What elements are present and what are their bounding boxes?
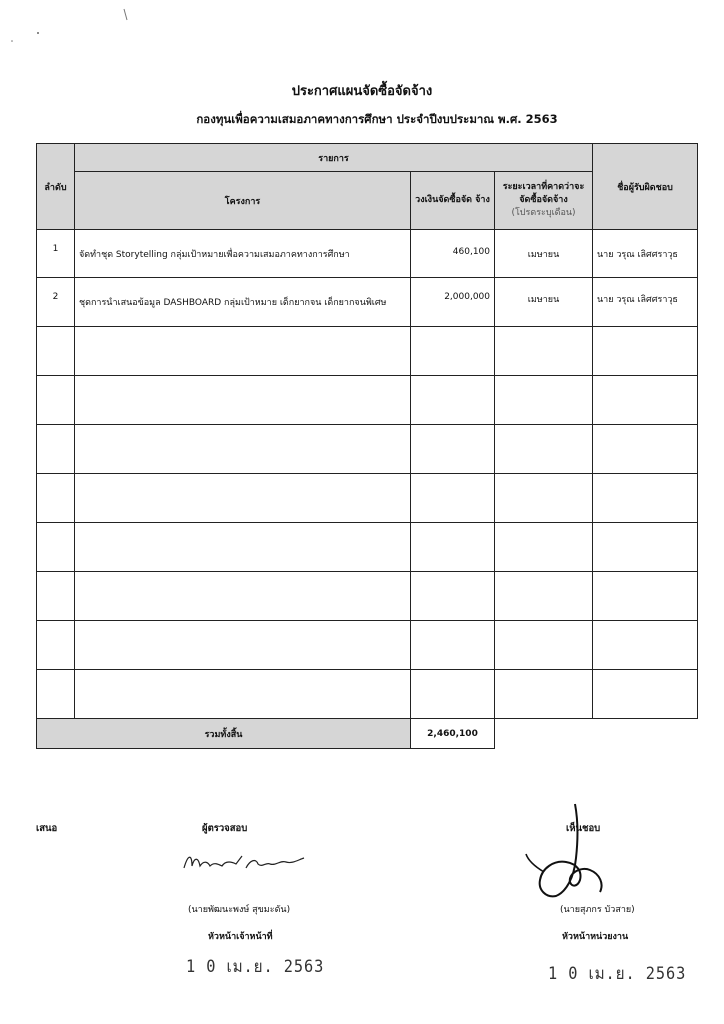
table-row [37,278,698,327]
row-responsible: นาย วรุณ เลิศศราวุธ [593,278,698,327]
row-budget: 460,100 [411,230,495,278]
row-responsible: นาย วรุณ เลิศศราวุธ [593,230,698,278]
page-subtitle: กองทุนเพื่อความเสมอภาคทางการศึกษา ประจำปีงบประมาณ พ.ศ. 2563 [196,112,558,126]
reviewer-label: ผู้ตรวจสอบ [202,823,248,834]
left-signer-name: (นายพัฒนะพงษ์ สุขมะดัน) [188,905,291,915]
table-row [37,230,698,278]
header-budget: วงเงินจัดซื้อจัด จ้าง [411,172,495,230]
right-signer-name: (นายสุภกร บัวสาย) [560,905,635,915]
empty-row [37,572,698,621]
left-date-stamp: 1 0 เม.ย. 2563 [186,957,325,977]
header-seq: ลำดับ [37,144,75,230]
total-label: รวมทั้งสิ้น [37,719,411,749]
total-row [37,719,698,749]
row-project: ชุดการนำเสนอข้อมูล DASHBOARD กลุ่มเป้าหมาย เด็กยากจน เด็กยากจนพิเศษ [75,278,411,327]
empty-row [37,670,698,719]
row-period: เมษายน [495,278,593,327]
header-project: โครงการ [75,172,411,230]
procurement-table [36,143,698,749]
empty-row [37,523,698,572]
header-period [495,172,593,230]
header-period-label: ระยะเวลาที่คาดว่าจะ จัดซื้อจัดจ้าง [502,182,585,205]
row-seq: 1 [37,230,75,278]
header-items: รายการ [75,144,593,172]
empty-row [37,327,698,376]
empty-row [37,425,698,474]
row-project: จัดทำชุด Storytelling กลุ่มเป้าหมายเพื่อความเสมอภาคทางการศึกษา [75,230,411,278]
empty-row [37,621,698,670]
right-signature [520,800,620,905]
right-date-stamp: 1 0 เม.ย. 2563 [548,964,687,984]
header-period-note: (โปรดระบุเดือน) [511,208,576,218]
header-responsible: ชื่อผู้รับผิดชอบ [593,144,698,230]
empty-row [37,376,698,425]
scan-specks [0,0,724,60]
row-period: เมษายน [495,230,593,278]
page-title: ประกาศแผนจัดซื้อจัดจ้าง [291,84,433,99]
right-signer-role: หัวหน้าหน่วยงาน [562,932,629,942]
left-signature [180,848,310,878]
total-value: 2,460,100 [411,719,495,749]
propose-label: เสนอ [36,823,58,834]
row-seq: 2 [37,278,75,327]
empty-row [37,474,698,523]
row-budget: 2,000,000 [411,278,495,327]
approve-label: เห็นชอบ [566,823,601,834]
left-signer-role: หัวหน้าเจ้าหน้าที่ [208,932,273,942]
